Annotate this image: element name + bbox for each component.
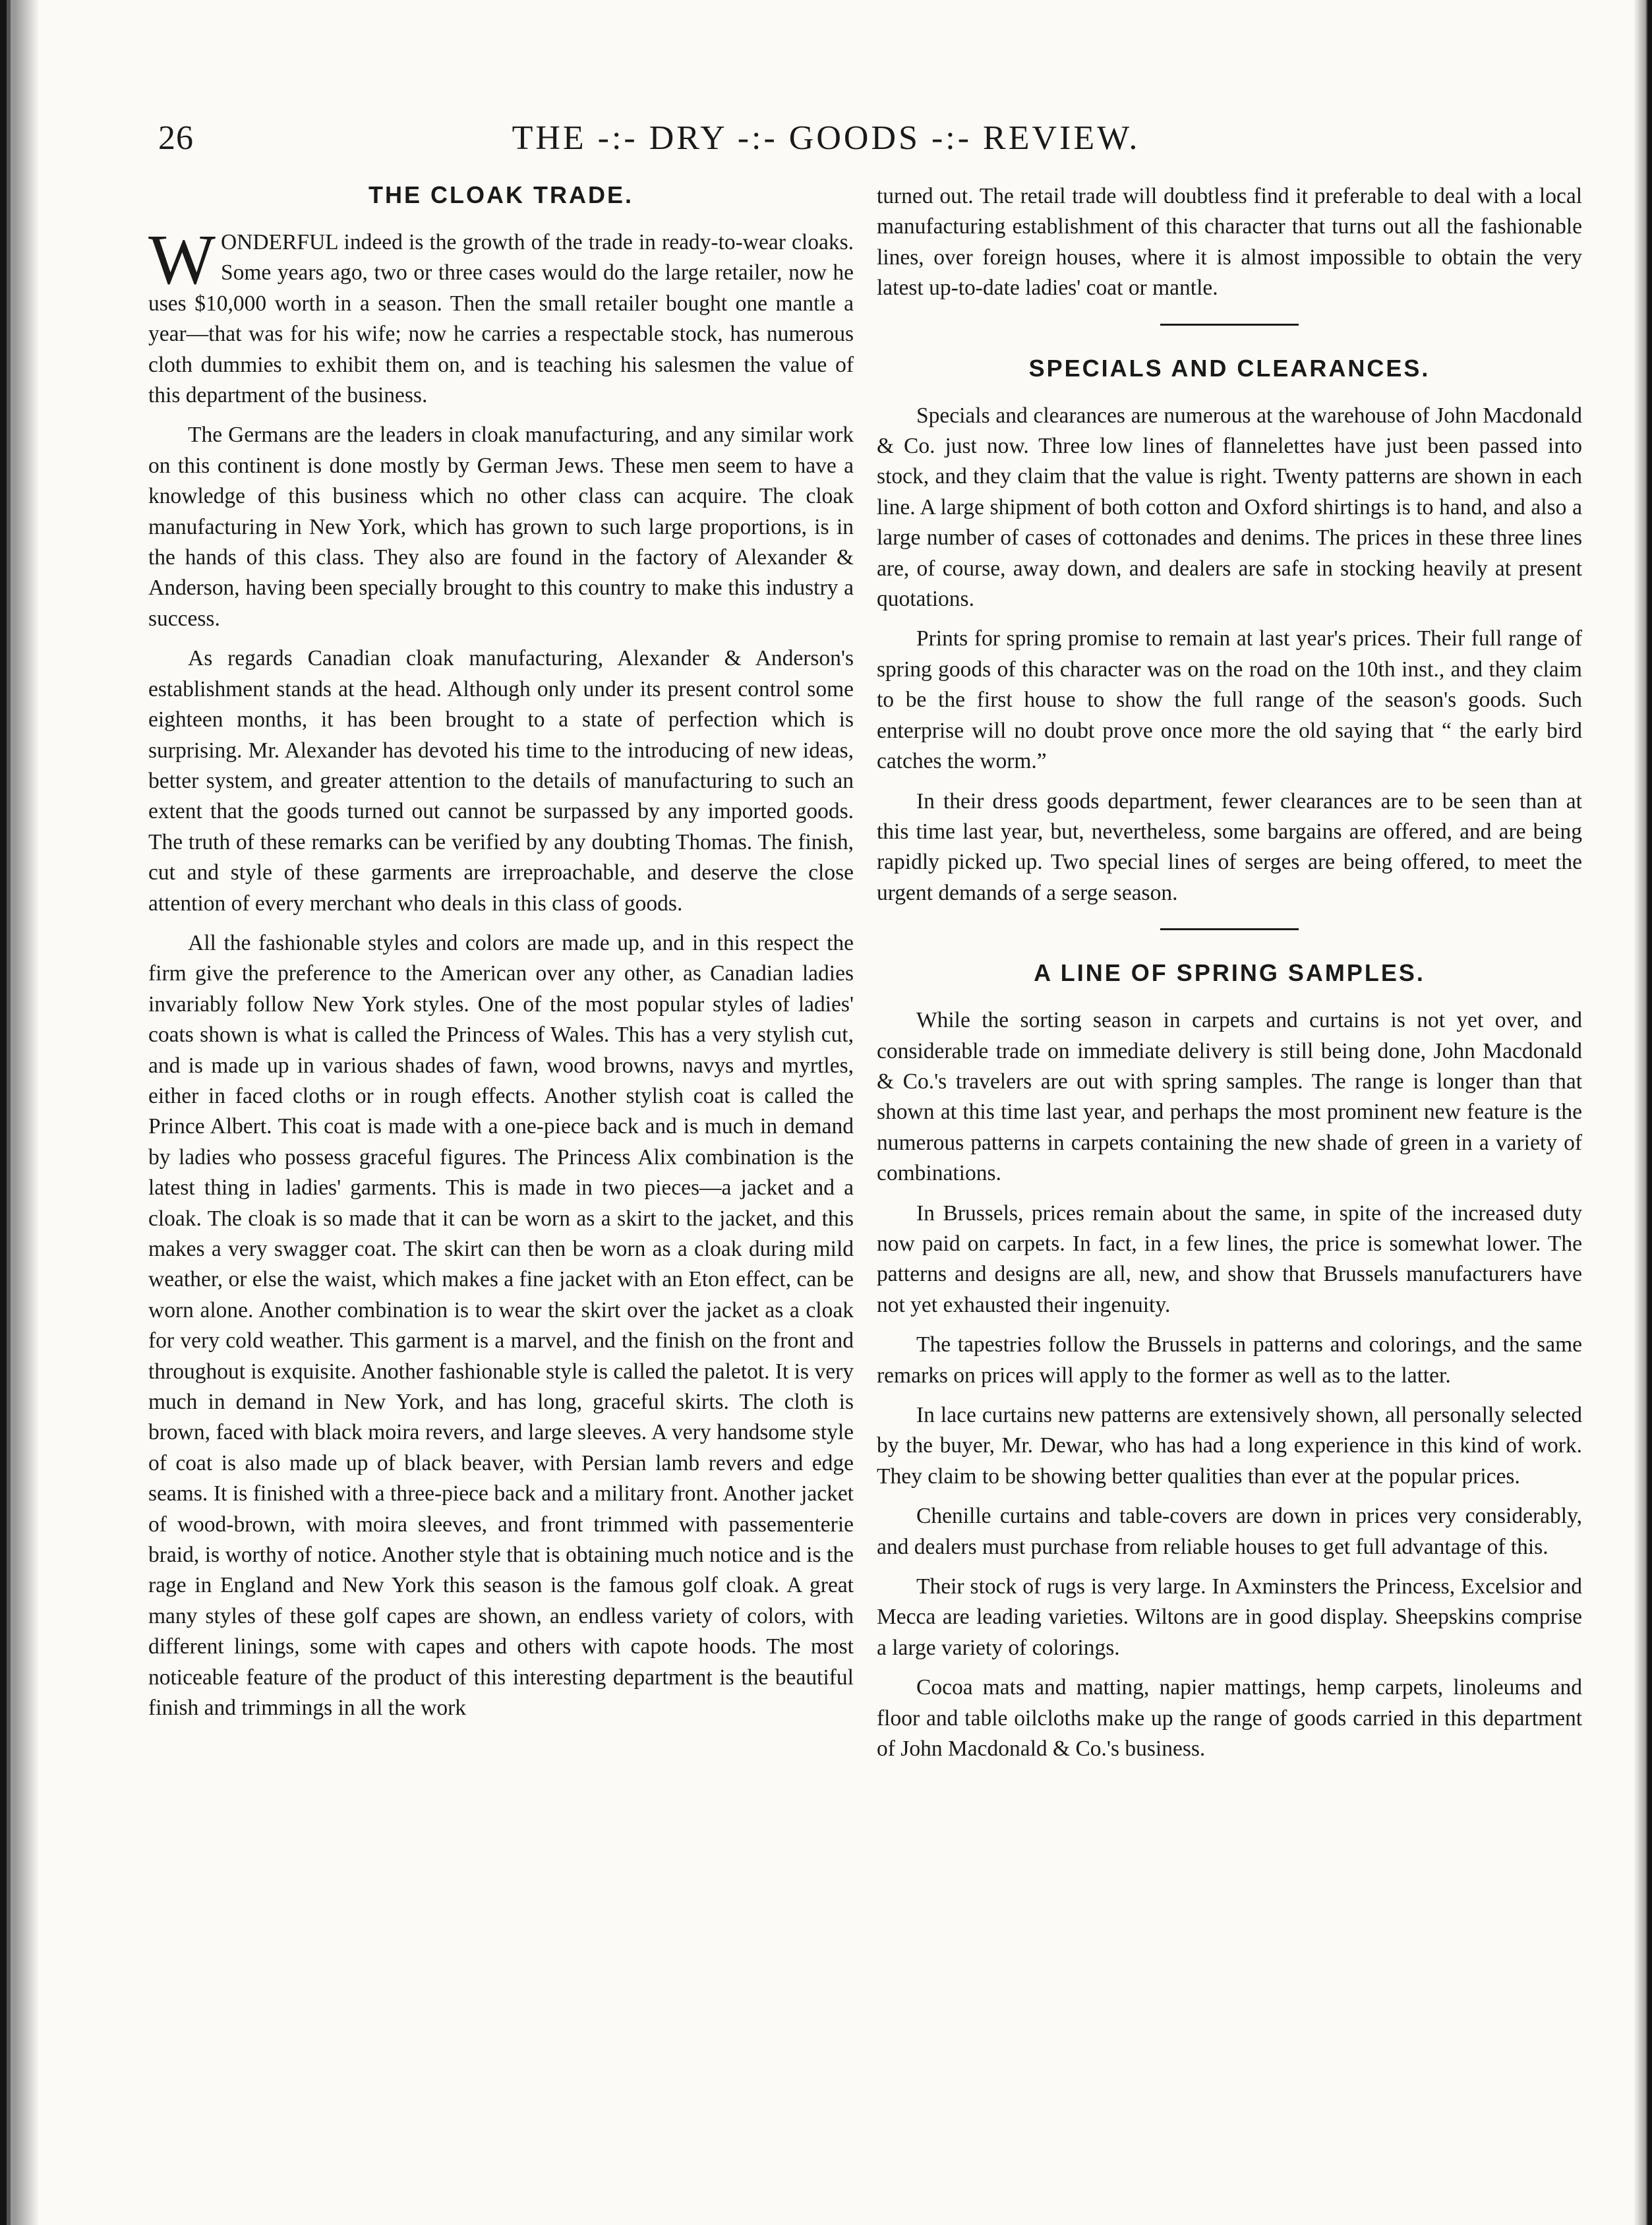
drop-cap: W [148, 221, 216, 299]
page-number: 26 [158, 119, 194, 157]
article-heading-spring-samples: A LINE OF SPRING SAMPLES. [1034, 959, 1425, 987]
running-head: THE -:- DRY -:- GOODS -:- REVIEW. [512, 119, 1140, 157]
article-paragraph: As regards Canadian cloak manufacturing, Alexander & Anderson's establishment stands at the head. Although only under its present control some eighteen months, it has been brought to a state of perfection which is surprising. Mr. Alexander has devoted his time to the introducing of new ideas, better system, and greater attention to the details of manufacturing to such an extent that the goods turned out cannot be surpassed by any imported goods. The truth of these remarks can be verified by any doubting Thomas. The finish, cut and style of these garments are irreproachable, and deserve the close attention of every merchant who deals in this class of goods. [148, 646, 854, 916]
article-paragraph: Prints for spring promise to remain at last year's prices. Their full range of spring goods of this character was on the road on the 10th inst., and they claim to be the first house to show the full range of the season's goods. Such enterprise will no doubt prove once more the old saying that “ the early bird catches the worm.” [877, 626, 1582, 774]
article-heading-specials: SPECIALS AND CLEARANCES. [1028, 354, 1431, 382]
article-paragraph: Their stock of rugs is very large. In Axminsters the Princess, Excelsior and Mecca are leading varieties. Wiltons are in good display. Sheepskins comprise a large variety of colorings. [877, 1574, 1582, 1660]
article-paragraph: The tapestries follow the Brussels in patterns and colorings, and the same remarks on prices will apply to the former as well as to the latter. [877, 1332, 1582, 1388]
article-paragraph [148, 221, 854, 411]
article-paragraph: While the sorting season in carpets and curtains is not yet over, and considerable trade on immediate delivery is still being done, John Macdonald & Co.'s travelers are out with spring samples. The range is longer than that shown at this time last year, and perhaps the most prominent new feature is the numerous patterns in carpets containing the new shade of green in a variety of combinations. [877, 1008, 1582, 1186]
article-paragraph: In their dress goods department, fewer clearances are to be seen than at this time last year, but, nevertheless, some bargains are offered, and are being rapidly picked up. Two special lines of serges are being offered, to meet the urgent demands of a serge season. [877, 788, 1582, 905]
article-paragraph: Chenille curtains and table-covers are down in prices very considerably, and dealers must purchase from reliable houses to get full advantage of this. [877, 1504, 1582, 1559]
right-column [877, 181, 1582, 1773]
article-paragraph: The Germans are the leaders in cloak manufacturing, and any similar work on this continent is done mostly by German Jews. These men seem to have a knowledge of this business which no other class can acquire. The cloak manufacturing in New York, which has grown to such large proportions, is in the hands of this class. They also are found in the factory of Alexander & Anderson, having been specially brought to this country to make this industry a success. [148, 423, 854, 631]
scan-edge-right [1634, 0, 1652, 2225]
scan-edge-left [0, 0, 40, 2225]
article-heading-cloak-trade: THE CLOAK TRADE. [369, 181, 634, 208]
continued-paragraph: turned out. The retail trade will doubtless find it preferable to deal with a local manufacturing establishment of this character that turns out all the fashionable lines, over foreign houses, where it is almost impossible to obtain the very latest up-to-date ladies' coat or mantle. [877, 184, 1582, 301]
article-paragraph: In Brussels, prices remain about the same, in spite of the increased duty now paid on carpets. In fact, in a few lines, the price is somewhat lower. The patterns and designs are all, new, and show that Brussels manufacturers have not yet exhausted their ingenuity. [877, 1201, 1582, 1317]
article-paragraph: Cocoa mats and matting, napier mattings, hemp carpets, linoleums and floor and table oilcloths make up the range of goods carried in this department of John Macdonald & Co.'s business. [877, 1675, 1582, 1762]
paragraph-text: ONDERFUL indeed is the growth of the trade in ready-to-wear cloaks. Some years ago, two or three cases would do the large retailer, now he uses $10,000 worth in a season. Then the small retailer bought one mantle a year—that was for his wife; now he carries a respectable stock, has numerous cloth dummies to exhibit them on, and is teaching his salesmen the value of this department of the business. [148, 230, 854, 408]
section-divider [1160, 324, 1299, 326]
left-column [148, 181, 854, 1733]
article-paragraph: All the fashionable styles and colors are made up, and in this respect the firm give the preference to the American over any other, as Canadian ladies invariably follow New York styles. One of the most popular styles of ladies' coats shown is what is called the Princess of Wales. This has a very stylish cut, and is made up in various shades of fawn, wood browns, navys and myrtles, either in faced cloths or in rough effects. Another stylish coat is called the Prince Albert. This coat is made with a one-piece back and is much in demand by ladies who possess graceful figures. The Princess Alix combination is the latest thing in ladies' garments. This is made in two pieces—a jacket and a cloak. The cloak is so made that it can be worn as a skirt to the jacket, and this makes a very swagger coat. The skirt can then be worn as a cloak during mild weather, or else the waist, which makes a fine jacket with an Eton effect, can be worn alone. Another combination is to wear the skirt over the jacket as a cloak for very cold weather. This garment is a marvel, and the finish on the front and throughout is exquisite. Another fashionable style is called the paletot. It is very much in demand in New York, and has long, graceful skirts. The cloth is brown, faced with black moira revers, and large sleeves. A very handsome style of coat is also made up of black beaver, with Persian lamb revers and edge seams. It is finished with a three-piece back and a military front. Another jacket of wood-brown, with moira sleeves, and front trimmed with passementerie braid, is worthy of notice. Another style that is obtaining much notice and is the rage in England and New York this season is the famous golf cloak. A great many styles of these golf capes are shown, an endless variety of colors, with different linings, some with capes and others with capote hoods. The most noticeable feature of the product of this interesting department is the beautiful finish and trimmings in all the work [148, 930, 854, 1721]
section-divider [1160, 928, 1299, 930]
article-paragraph: In lace curtains new patterns are extensively shown, all personally selected by the buyer, Mr. Dewar, who has had a long experience in this kind of work. They claim to be showing better qualities than ever at the popular prices. [877, 1403, 1582, 1489]
article-paragraph: Specials and clearances are numerous at the warehouse of John Macdonald & Co. just now. Three low lines of flannelettes have just been passed into stock, and they claim that the value is right. Twenty patterns are shown in each line. A large shipment of both cotton and Oxford shirtings is to hand, and also a large number of cases of cottonades and denims. The prices in these three lines are, of course, away down, and dealers are safe in stocking heavily at present quotations. [877, 403, 1582, 612]
